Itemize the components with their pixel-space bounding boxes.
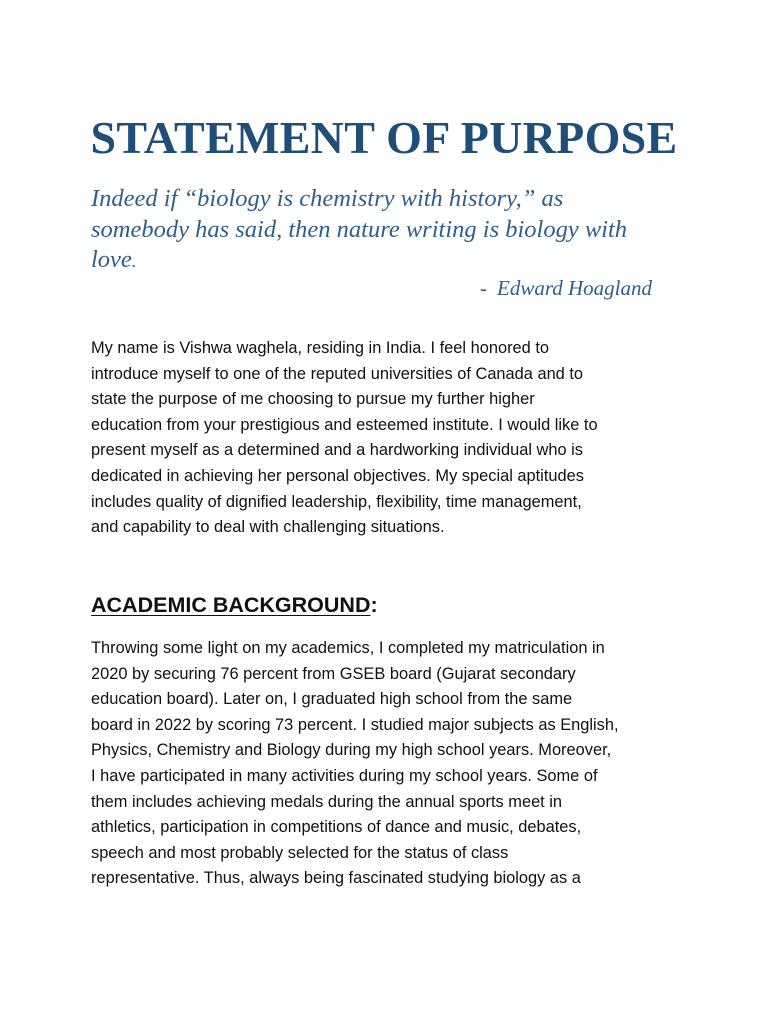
page-title: STATEMENT OF PURPOSE (90, 112, 678, 163)
intro-paragraph (91, 336, 691, 541)
paragraph-line: speech and most probably selected for the status of class (91, 843, 509, 862)
paragraph-line: Physics, Chemistry and Biology during my high school years. Moreover, (91, 741, 612, 760)
epigraph-quote (91, 184, 691, 277)
paragraph-line: education from your prestigious and esteemed institute. I would like to (91, 415, 598, 434)
paragraph-line: education board). Later on, I graduated high school from the same (91, 690, 573, 709)
attribution-author: Edward Hoagland (497, 276, 652, 300)
paragraph-line: My name is Vishwa waghela, residing in India. I feel honored to (91, 339, 549, 357)
attribution-dash: - (480, 276, 487, 300)
paragraph-line: dedicated in achieving her personal objectives. My special aptitudes (91, 466, 584, 485)
paragraph-line: state the purpose of me choosing to pursue my further higher (91, 390, 535, 409)
quote-last-word: love (91, 246, 132, 273)
quote-line: somebody has said, then nature writing is biology with (91, 215, 628, 243)
quote-line: Indeed if “biology is chemistry with history,” as (91, 185, 564, 212)
heading-text: ACADEMIC BACKGROUND (91, 593, 371, 617)
academic-paragraph (91, 636, 691, 892)
paragraph-line: Throwing some light on my academics, I completed my matriculation in (91, 639, 605, 657)
paragraph-line: them includes achieving medals during the annual sports meet in (91, 792, 563, 811)
paragraph-line: and capability to deal with challenging situations. (91, 518, 445, 537)
paragraph-line: athletics, participation in competitions of dance and music, debates, (91, 818, 582, 837)
quote-attribution (480, 274, 700, 302)
paragraph-line: board in 2022 by scoring 73 percent. I studied major subjects as English, (91, 715, 619, 734)
quote-period: . (131, 251, 137, 271)
paragraph-line: introduce myself to one of the reputed universities of Canada and to (91, 364, 584, 383)
paragraph-line: representative. Thus, always being fascinated studying biology as a (91, 869, 581, 888)
paragraph-line: I have participated in many activities during my school years. Some of (91, 766, 598, 785)
section-heading-academic (91, 590, 378, 620)
paragraph-line: present myself as a determined and a hardworking individual who is (91, 441, 583, 460)
paragraph-line: includes quality of dignified leadership, flexibility, time management, (91, 492, 582, 511)
heading-colon: : (370, 593, 378, 617)
paragraph-line: 2020 by securing 76 percent from GSEB board (Gujarat secondary (91, 664, 576, 683)
